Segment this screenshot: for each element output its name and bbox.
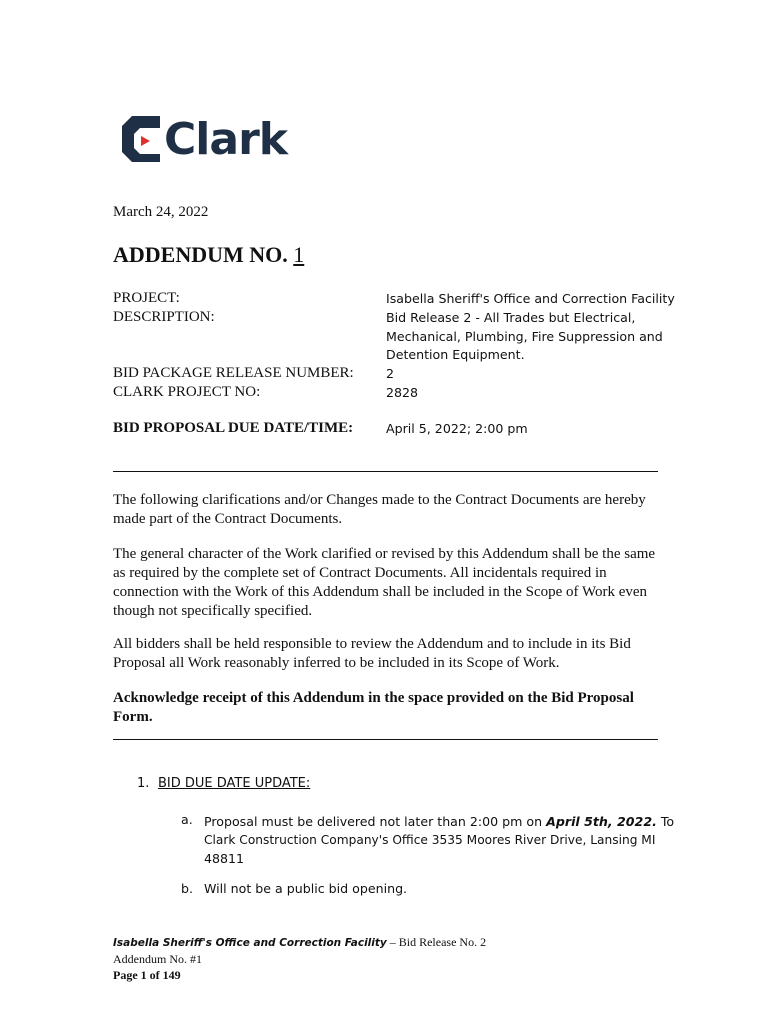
bid-package-label: BID PACKAGE RELEASE NUMBER: (113, 365, 354, 381)
document-date: March 24, 2022 (113, 204, 209, 220)
footer-page-number: Page 1 of 149 (113, 968, 181, 982)
description-line-3: Detention Equipment. (386, 347, 525, 362)
item-b-marker: b. (181, 881, 193, 896)
item-a-text-to: To (656, 814, 675, 829)
project-value: Isabella Sheriff's Office and Correction Facility (386, 291, 675, 306)
item-a-line-3: 48811 (204, 851, 245, 866)
paragraph-clarifications (113, 491, 661, 529)
item-a-marker: a. (181, 812, 193, 827)
item-1-title: BID DUE DATE UPDATE: (158, 776, 311, 791)
divider-bottom (113, 739, 658, 740)
description-line-1: Bid Release 2 - All Trades but Electrical, (386, 310, 636, 325)
item-a-line-2: Clark Construction Company's Office 3535 Moores River Drive, Lansing MI (204, 833, 656, 847)
bid-package-value: 2 (386, 366, 395, 381)
paragraph-bidders-text: All bidders shall be held responsible to review the Addendum and to include in its Bid Proposal all Work reasonably inferred to be included in its Scope of Work. (113, 636, 631, 671)
paragraph-acknowledge (113, 689, 661, 727)
footer-project-line (113, 934, 486, 951)
item-a-text: Proposal must be delivered not later than 2:00 pm on (204, 814, 547, 829)
description-label: DESCRIPTION: (113, 309, 215, 325)
description-line-2: Mechanical, Plumbing, Fire Suppression and (386, 329, 663, 344)
item-a-line-1 (204, 812, 674, 831)
footer-addendum: Addendum No. #1 (113, 952, 202, 966)
paragraph-acknowledge-text: Acknowledge receipt of this Addendum in the space provided on the Bid Proposal Form. (113, 690, 634, 725)
addendum-title (113, 242, 304, 268)
paragraph-general-character (113, 545, 661, 621)
due-date-label: BID PROPOSAL DUE DATE/TIME: (113, 420, 354, 436)
addendum-number: 1 (293, 242, 305, 267)
footer-project: Isabella Sheriff's Office and Correction Facility (113, 937, 387, 949)
addendum-title-prefix: ADDENDUM NO. (113, 242, 294, 267)
clark-project-value: 2828 (386, 385, 419, 400)
clark-logo (120, 112, 288, 168)
due-date-value: April 5, 2022; 2:00 pm (386, 421, 528, 436)
clark-project-label: CLARK PROJECT NO: (113, 384, 261, 400)
item-a-date: April 5th, 2022. (546, 814, 657, 829)
footer-release: – Bid Release No. 2 (386, 935, 487, 949)
paragraph-clarifications-text: The following clarifications and/or Changes made to the Contract Documents are hereby made part of the Contract Documents. (113, 492, 646, 527)
clark-logo-text: Clark (164, 114, 288, 165)
paragraph-general-character-text: The general character of the Work clarified or revised by this Addendum shall be the same as required by the complete set of Contract Documents. All incidentals required in connection with the Work of this Addendum shall be included in the Scope of Work even though not specifically specified. (113, 546, 656, 619)
clark-logo-mark-icon (120, 112, 162, 164)
item-b-text: Will not be a public bid opening. (204, 881, 408, 896)
item-1-number: 1. (137, 776, 150, 791)
paragraph-bidders (113, 635, 661, 673)
page-footer (113, 934, 486, 983)
divider-top (113, 471, 658, 472)
project-label: PROJECT: (113, 290, 180, 306)
